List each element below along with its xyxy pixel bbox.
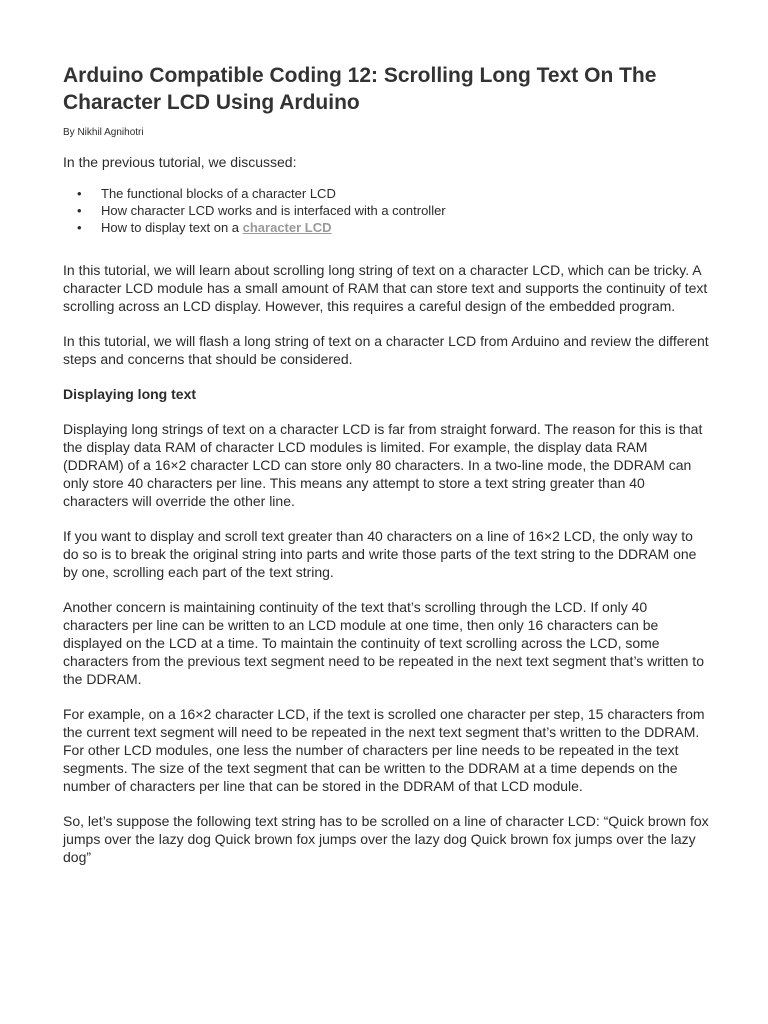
byline-prefix: By <box>63 127 75 138</box>
list-item-text: How character LCD works and is interfaced with a controller <box>101 203 446 218</box>
bullet-icon: • <box>77 220 82 235</box>
character-lcd-link[interactable]: character LCD <box>242 220 332 235</box>
byline <box>63 127 709 139</box>
paragraph-7: So, let’s suppose the following text string has to be scrolled on a line of character LCD: “Quick brown fox jumps over the lazy dog Quick brown fox jumps over the lazy dog Quick brown fox jumps over the lazy dog” <box>63 813 709 865</box>
article-title: Arduino Compatible Coding 12: Scrolling Long Text On The Character LCD Using Arduino <box>63 64 657 114</box>
author-name: Nikhil Agnihotri <box>77 127 144 138</box>
discussed-topics-list <box>63 185 709 236</box>
bullet-icon: • <box>77 186 82 201</box>
paragraph-1: In this tutorial, we will learn about scrolling long string of text on a character LCD, which can be tricky. A character LCD module has a small amount of RAM that can store text and supports the continuity of text scrolling across an LCD display. However, this requires a careful design of the embedded program. <box>63 262 708 314</box>
intro-paragraph: In the previous tutorial, we discussed: <box>63 154 297 170</box>
list-item <box>77 185 709 202</box>
article <box>63 62 709 866</box>
paragraph-3: Displaying long strings of text on a character LCD is far from straight forward. The reason for this is that the display data RAM of character LCD modules is limited. For example, the display data RAM (DDRAM) of a 16×2 character LCD can store only 80 characters. In a two-line mode, the DDRAM can only store 40 characters per line. This means any attempt to store a text string greater than 40 characters will override the other line. <box>63 421 703 509</box>
list-item <box>77 219 709 236</box>
list-item-text: The functional blocks of a character LCD <box>101 186 336 201</box>
paragraph-2: In this tutorial, we will flash a long string of text on a character LCD from Arduino and review the different steps and concerns that should be considered. <box>63 333 709 367</box>
bullet-icon: • <box>77 203 82 218</box>
paragraph-5: Another concern is maintaining continuity of the text that’s scrolling through the LCD. If only 40 characters per line can be written to an LCD module at one time, then only 16 characters can be displayed on the LCD at a time. To maintain the continuity of text scrolling across the LCD, some characters from the previous text segment need to be repeated in the next text segment that’s written to the DDRAM. <box>63 599 704 687</box>
list-item <box>77 202 709 219</box>
paragraph-4: If you want to display and scroll text greater than 40 characters on a line of 16×2 LCD, the only way to do so is to break the original string into parts and write those parts of the text string to the DDRAM one by one, scrolling each part of the text string. <box>63 528 697 580</box>
list-item-text: How to display text on a <box>101 220 243 235</box>
section-heading-displaying-long-text: Displaying long text <box>63 386 197 402</box>
paragraph-6: For example, on a 16×2 character LCD, if the text is scrolled one character per step, 15 characters from the current text segment will need to be repeated in the next text segment that’s written to the DDRAM. For other LCD modules, one less the number of characters per line needs to be repeated in the text segments. The size of the text segment that can be written to the DDRAM at a time depends on the number of characters per line that can be stored in the DDRAM of that LCD module. <box>63 706 705 794</box>
